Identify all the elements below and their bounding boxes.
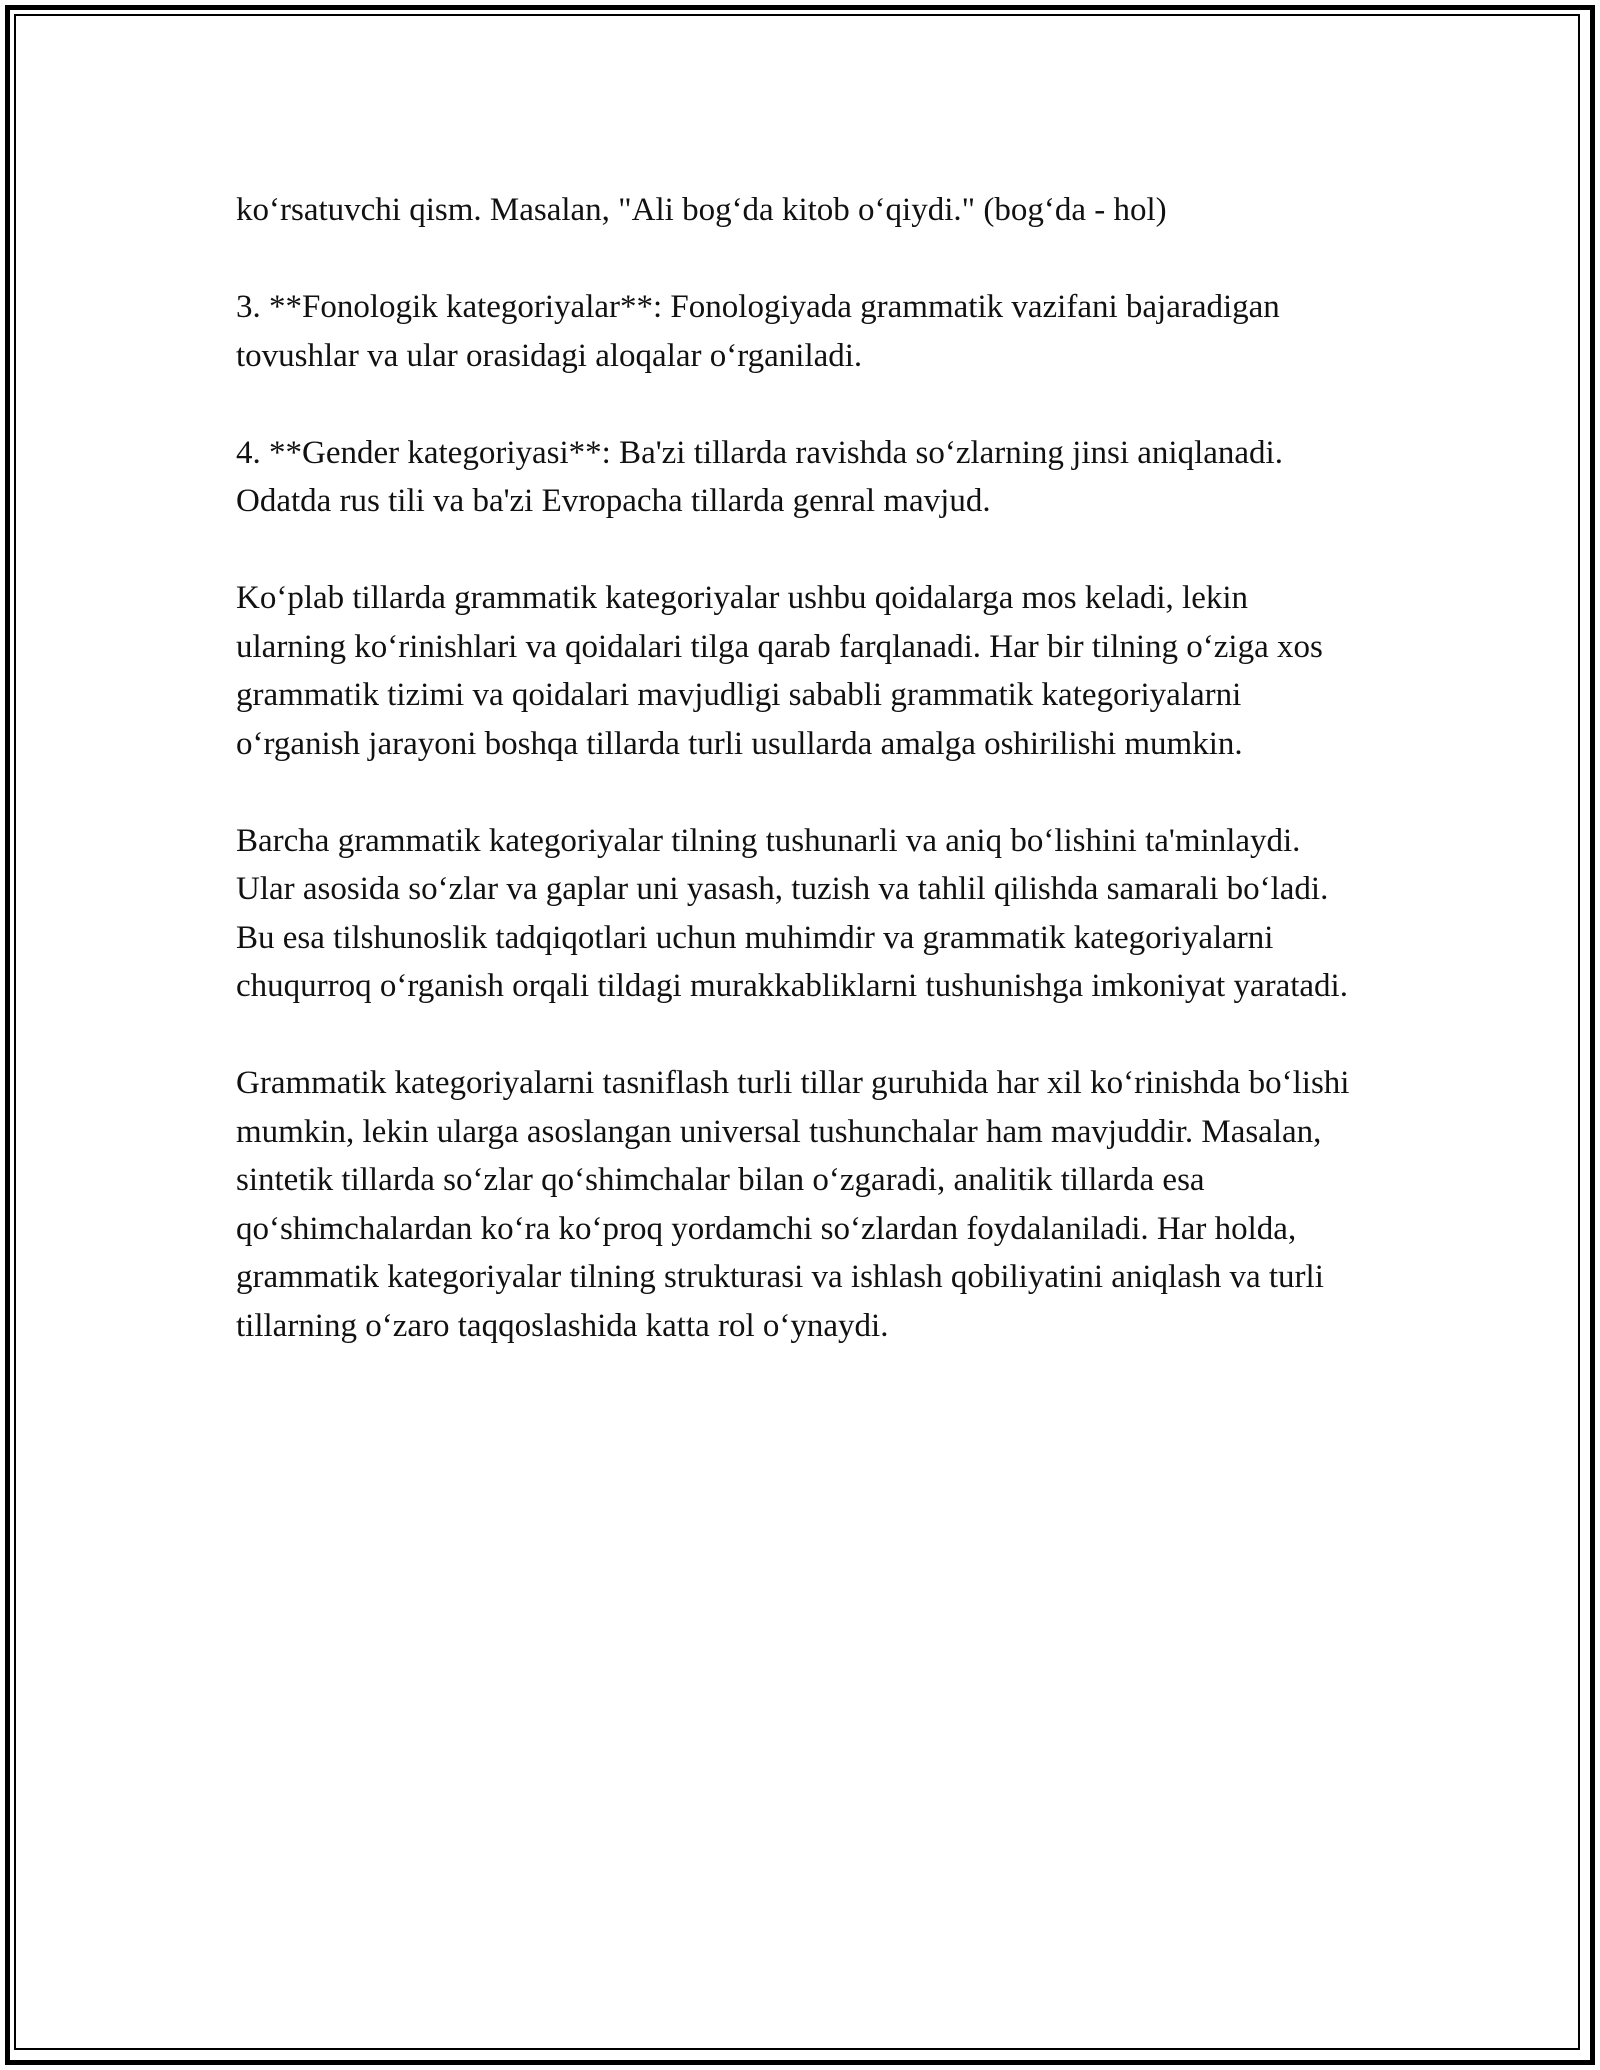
paragraph-fonologik: 3. **Fonologik kategoriyalar**: Fonologiyada grammatik vazifani bajaradigan tovushlar va ular orasidagi aloqalar o‘rganiladi.	[236, 289, 1280, 374]
paragraph-koplab: Ko‘plab tillarda grammatik kategoriyalar ushbu qoidalarga mos keladi, lekin ularning ko‘rinishlari va qoidalari tilga qarab farqlanadi. Har bir tilning o‘ziga xos grammatik tizimi va qoidalari mavjudligi sababli grammatik kategoriyalarni o‘rganish jarayoni boshqa tillarda turli usullarda amalga oshirilishi mumkin.	[236, 580, 1323, 762]
paragraph-continuation: ko‘rsatuvchi qism. Masalan, "Ali bog‘da kitob o‘qiydi." (bog‘da - hol)	[236, 192, 1167, 228]
paragraph-tasniflash: Grammatik kategoriyalarni tasniflash turli tillar guruhida har xil ko‘rinishda bo‘lishi mumkin, lekin ularga asoslangan universal tushunchalar ham mavjuddir. Masalan, sintetik tillarda so‘zlar qo‘shimchalar bilan o‘zgaradi, analitik tillarda esa qo‘shimchalardan ko‘ra ko‘proq yordamchi so‘zlardan foydalaniladi. Har holda, grammatik kategoriyalar tilning strukturasi va ishlash qobiliyatini aniqlash va turli tillarning o‘zaro taqqoslashida katta rol o‘ynaydi.	[236, 1065, 1350, 1344]
document-body	[236, 186, 1366, 1399]
paragraph-gender: 4. **Gender kategoriyasi**: Ba'zi tillarda ravishda so‘zlarning jinsi aniqlanadi. Odatda rus tili va ba'zi Evropacha tillarda genral mavjud.	[236, 434, 1283, 519]
paragraph-barcha: Barcha grammatik kategoriyalar tilning tushunarli va aniq bo‘lishini ta'minlaydi. Ular asosida so‘zlar va gaplar uni yasash, tuzish va tahlil qilishda samarali bo‘ladi. Bu esa tilshunoslik tadqiqotlari uchun muhimdir va grammatik kategoriyalarni chuqurroq o‘rganish orqali tildagi murakkabliklarni tushunishga imkoniyat yaratadi.	[236, 822, 1348, 1004]
